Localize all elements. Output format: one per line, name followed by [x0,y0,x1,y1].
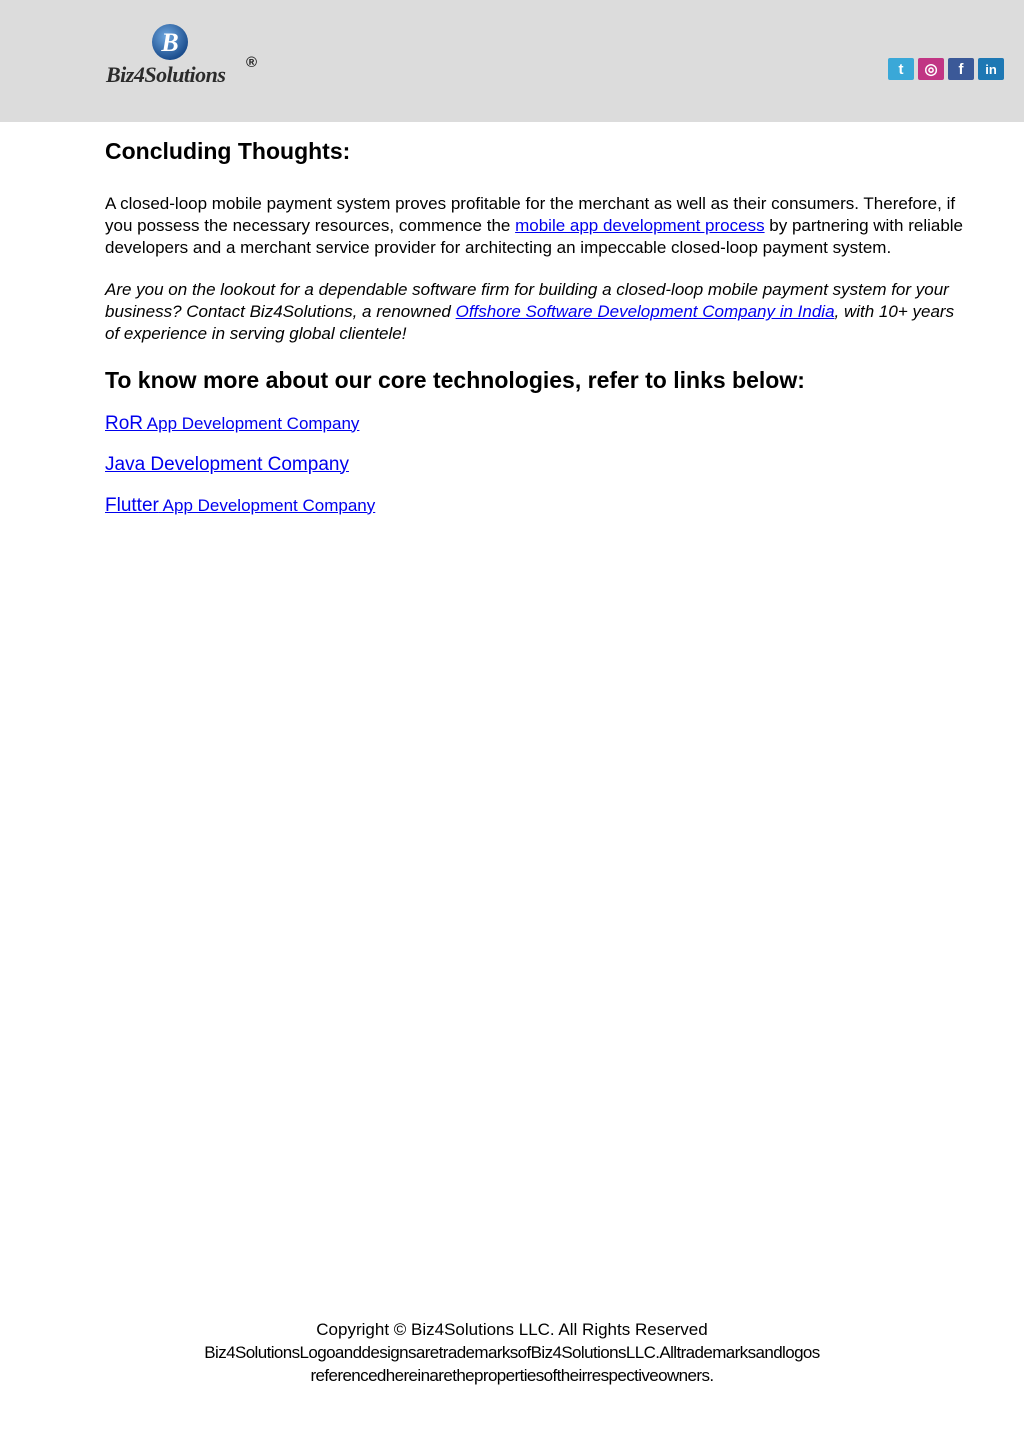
page-footer [0,1318,1024,1387]
page-header [0,0,1024,122]
trademark-line: Biz4SolutionsLogoanddesignsaretrademarksofBiz4SolutionsLLC.Alltrademarksandlogos [204,1343,820,1362]
java-link[interactable] [105,454,349,476]
flutter-link[interactable] [105,495,375,517]
link-text: RoR [105,412,144,434]
paragraph-text: Are you on the lookout for a dependable software firm for building a closed-loop mobile payment system for your business? Contact Biz4Solutions, a renowned [105,280,949,322]
link-text: App Development Company [143,413,360,433]
link-text: Java Development Company [105,453,349,475]
mobile-app-dev-link[interactable]: mobile app development process [515,215,765,235]
trademark-line-2: referencedhereinarethepropertiesoftheirrespectiveowners. [310,1366,714,1385]
social-icons [888,58,1004,80]
paragraph-text: by partnering with reliable developers and a merchant service provider for architecting an impeccable closed-loop payment system. [105,215,964,257]
instagram-icon[interactable]: ◎ [918,58,944,80]
concluding-heading: Concluding Thoughts: [105,138,351,164]
linkedin-icon[interactable]: in [978,58,1004,80]
cta-paragraph [105,279,965,344]
link-text: App Development Company [158,495,376,515]
registered-mark: ® [246,54,258,71]
core-tech-heading: To know more about our core technologies, refer to links below: [105,366,805,393]
link-text: Flutter [105,494,159,516]
main-content [105,138,965,517]
paragraph-text: A closed-loop mobile payment system proves profitable for the merchant as well as their consumers. Therefore, if you possess the necessary resources, commence the [105,194,956,235]
offshore-dev-link[interactable]: Offshore Software Development Company in India [455,302,835,322]
logo-b-icon [150,22,190,62]
copyright-line: Copyright © Biz4Solutions LLC. All Rights Reserved [316,1320,708,1339]
tech-links [105,413,965,517]
svg-text:B: B [161,28,179,57]
ror-link[interactable] [105,413,359,435]
logo-text: Biz4Solutions [106,62,226,87]
conclusion-paragraph [105,193,965,258]
facebook-icon[interactable]: f [948,58,974,80]
paragraph-text: , with 10+ years of experience in serving global clientele! [105,302,955,343]
biz4solutions-logo[interactable] [106,22,266,92]
twitter-icon[interactable]: t [888,58,914,80]
